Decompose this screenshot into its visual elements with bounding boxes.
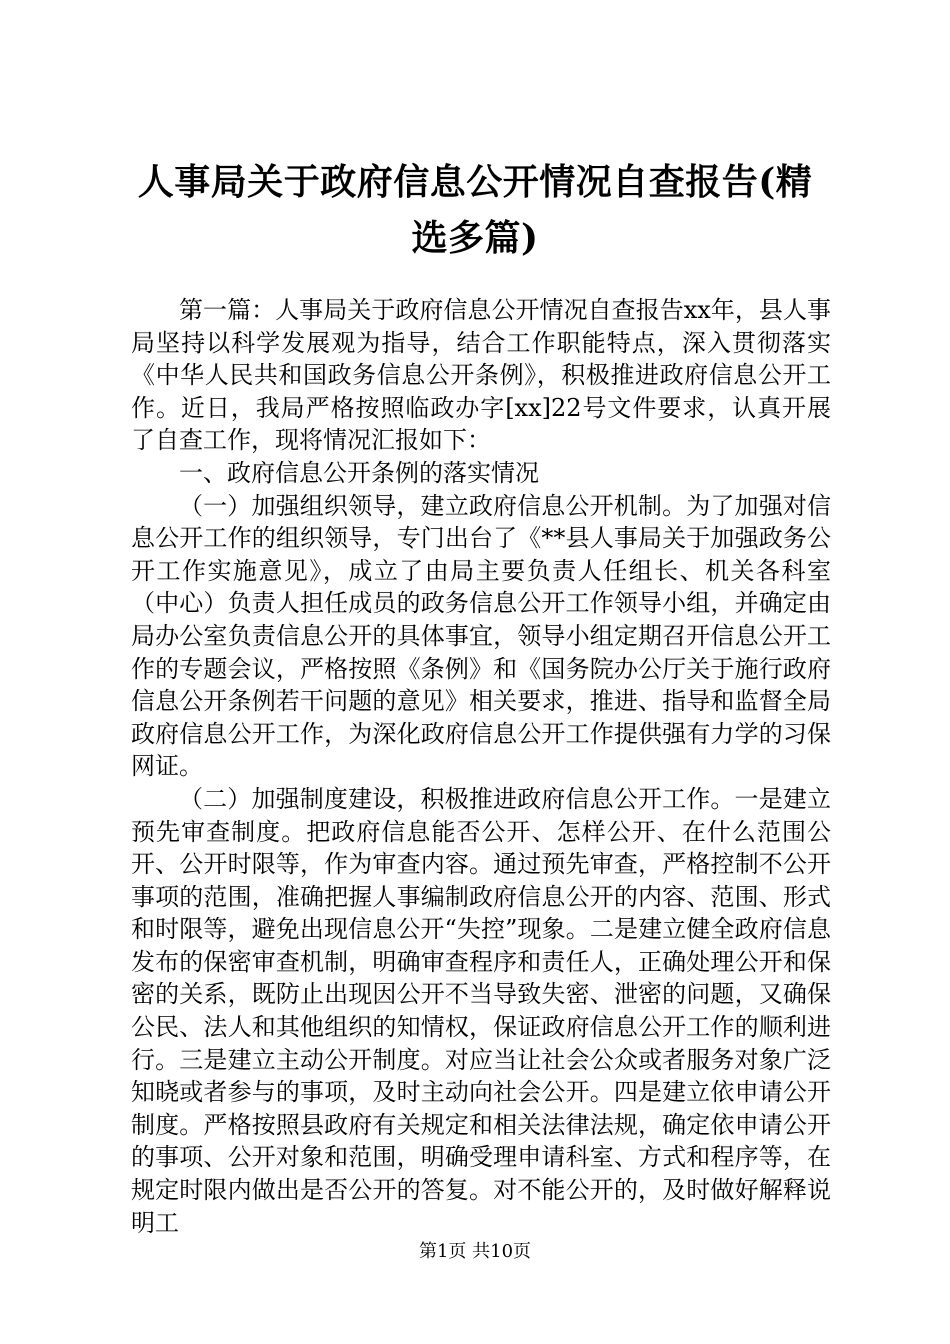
- paragraph-organization: （一）加强组织领导，建立政府信息公开机制。为了加强对信息公开工作的组织领导，专门出台了《**县人事局关于加强政务公开工作实施意见》，成立了由局主要负责人任组长、机关各科室（中心）负责人担任成员的政务信息公开工作领导小组，并确定由局办公室负责信息公开的具体事宜，领导小组定期召开信息公开工作的专题会议，严格按照《条例》和《国务院办公厅关于施行政府信息公开条例若干问题的意见》相关要求，推进、指导和监督全局政府信息公开工作，为深化政府信息公开工作提供强有力学的习保网证。: [131, 491, 831, 781]
- paragraph-system-building: （二）加强制度建设，积极推进政府信息公开工作。一是建立预先审查制度。把政府信息能否公开、怎样公开、在什么范围公开、公开时限等，作为审查内容。通过预先审查，严格控制不公开事项的范围，准确把握人事编制政府信息公开的内容、范围、形式和时限等，避免出现信息公开“失控”现象。二是建立健全政府信息发布的保密审查机制，明确审查程序和责任人，正确处理公开和保密的关系，既防止出现因公开不当导致失密、泄密的问题，又确保公民、法人和其他组织的知情权，保证政府信息公开工作的顺利进行。三是建立主动公开制度。对应当让社会公众或者服务对象广泛知晓或者参与的事项，及时主动向社会公开。四是建立依申请公开制度。严格按照县政府有关规定和相关法律法规，确定依申请公开的事项、公开对象和范围，明确受理申请科室、方式和程序等，在规定时限内做出是否公开的答复。对不能公开的，及时做好解释说明工: [131, 784, 831, 1237]
- paragraph-intro: 第一篇：人事局关于政府信息公开情况自查报告xx年，县人事局坚持以科学发展观为指导，结合工作职能特点，深入贯彻落实《中华人民共和国政务信息公开条例》，积极推进政府信息公开工作。近日，我局严格按照临政办字[xx]22号文件要求，认真开展了自查工作，现将情况汇报如下：: [131, 296, 831, 455]
- section-heading: 一、政府信息公开条例的落实情况: [179, 458, 539, 487]
- page-number-footer: 第1页 共10页: [418, 1241, 532, 1262]
- document-body: [131, 294, 831, 1239]
- document-title: 人事局关于政府信息公开情况自查报告(精选多篇): [137, 161, 813, 259]
